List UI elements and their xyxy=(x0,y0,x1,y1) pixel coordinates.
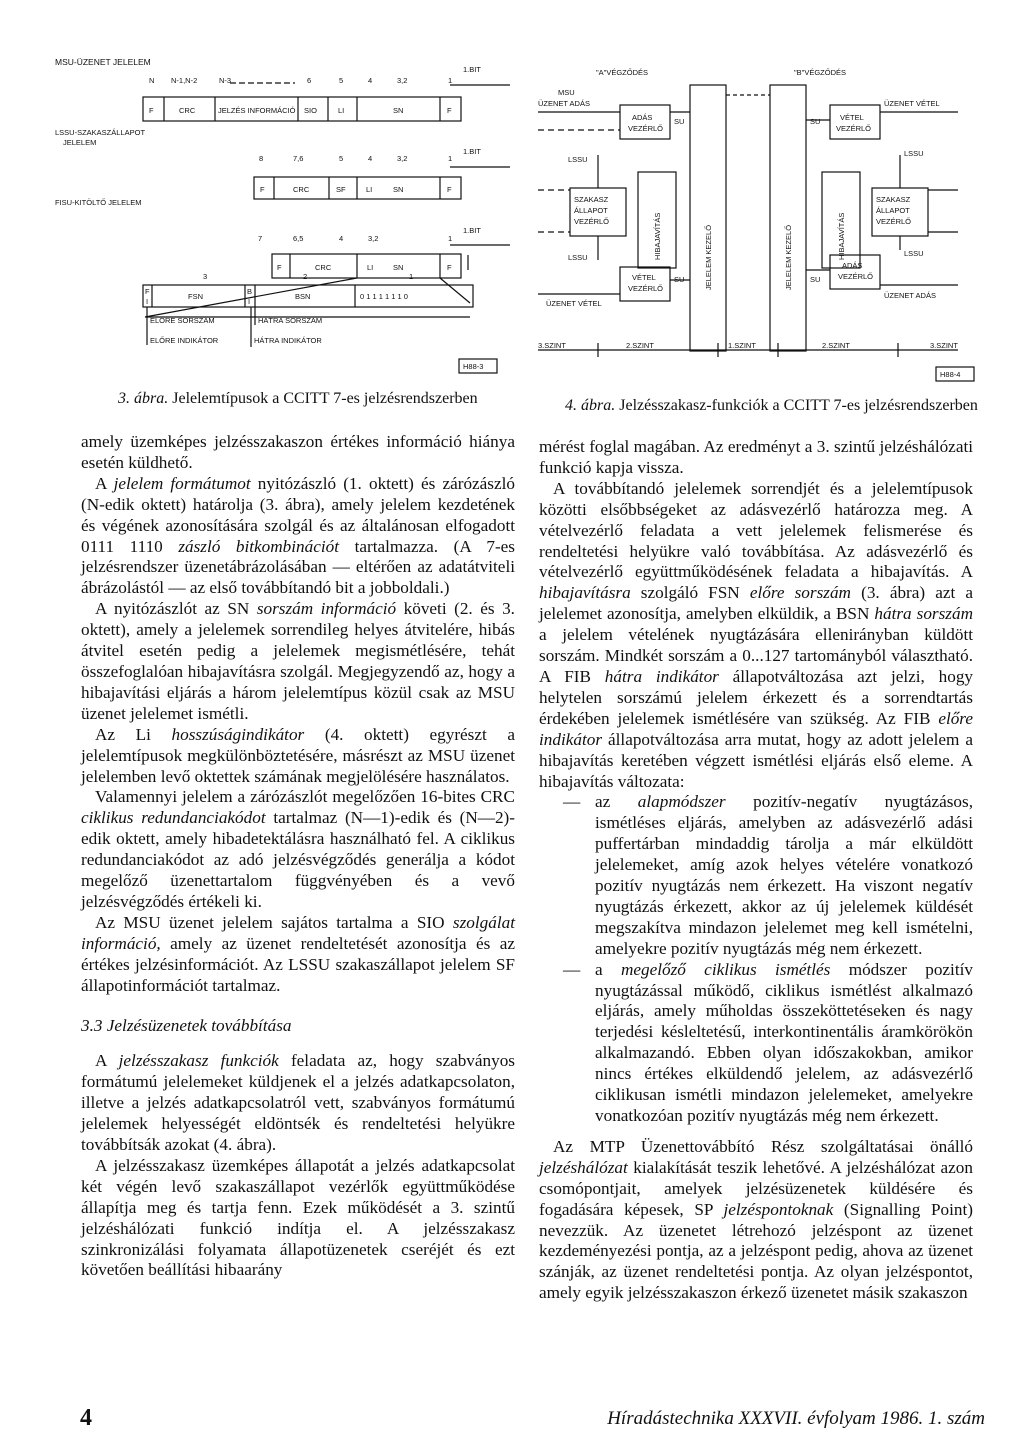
fig3-row3-index: 4 xyxy=(339,234,344,243)
fig3-detail-bits: 0 1 1 1 1 1 1 0 xyxy=(360,292,408,301)
fig3-detail-number: 3 xyxy=(203,272,208,281)
fig3-row1-index: N xyxy=(149,76,155,85)
fig4-adas-vezerlo: ADÁS xyxy=(632,113,653,122)
fig3-row2-field: F xyxy=(447,185,452,194)
fig3-detail-i: I xyxy=(248,297,251,306)
fig4-adas-vezerlo-b: ADÁS xyxy=(842,261,863,270)
fig4-szakasz: ÁLLAPOT xyxy=(574,206,608,215)
fig3-row3-field: LI xyxy=(367,263,374,272)
fig3-row2-field: SN xyxy=(393,185,404,194)
fig3-legend: HÁTRA INDIKÁTOR xyxy=(254,336,322,345)
fig3-row2-field: SF xyxy=(336,185,346,194)
fig3-row3-index: 3,2 xyxy=(368,234,379,243)
fig3-row1-field: JELZÉS INFORMÁCIÓ xyxy=(218,106,296,115)
figure-3-diagram xyxy=(55,55,510,395)
fig3-row3-index: 7 xyxy=(258,234,263,243)
fig3-row2-field: CRC xyxy=(293,185,310,194)
fig3-row3-field: SN xyxy=(393,263,404,272)
fig4-hibajavitas-b: HIBAJAVÍTÁS xyxy=(837,212,846,260)
journal-footer: Híradástechnika XXXVII. évfolyam 1986. 1. szám xyxy=(607,1408,985,1429)
fig4-jelelem-kezelo: JELELEM KEZELŐ xyxy=(704,224,713,290)
right-column xyxy=(539,437,973,1304)
fig3-detail-number: 2 xyxy=(303,272,308,281)
fig3-legend: HÁTRA SORSZÁM xyxy=(258,316,323,325)
fig4-szint: 2.SZINT xyxy=(822,341,850,350)
fig3-row1-index: N-3 xyxy=(219,76,232,85)
fig4-code: H88-4 xyxy=(940,370,961,379)
fig3-row1-index: 4 xyxy=(368,76,373,85)
fig3-row3-field: F xyxy=(277,263,282,272)
fig3-row3-field: F xyxy=(447,263,452,272)
fig4-lssu: LSSU xyxy=(904,249,924,258)
fig3-row1-index: N-1,N-2 xyxy=(171,76,198,85)
fig4-szint: 3.SZINT xyxy=(538,341,566,350)
fig3-bit-label: 1.BIT xyxy=(463,226,481,235)
fig3-row3-field: CRC xyxy=(315,263,332,272)
fig3-row1-field: CRC xyxy=(179,106,196,115)
fig3-row2-index: 1 xyxy=(448,154,453,163)
fig4-szint: 1.SZINT xyxy=(728,341,756,350)
fig4-msu: MSU xyxy=(558,88,575,97)
fig4-uzenet-vetel: ÜZENET VÉTEL xyxy=(546,299,602,308)
fig3-code: H88-3 xyxy=(463,362,484,371)
fig4-vetel-vezerlo: VÉTEL xyxy=(632,273,656,282)
paragraph: Az MSU üzenet jelelem sajátos tartalma a SIO szolgálat információ, amely az üzenet rendeltetését azonosítja és az értékes jelzésinformációt. Az LSSU szakaszállapot jelelem SF állapotinformációt tartalmaz. xyxy=(81,912,515,995)
fig4-szakasz: VEZÉRLŐ xyxy=(574,217,610,226)
paragraph: A nyitózászlót az SN sorszám információ követi (2. és 3. oktett), amely a jelelemek sorrendileg helyes átvitelére, hibás átvitel esetén pedig a jelelemek megismétlésére, tehát összefoglalóan hibajavításra szolgál. Megjegyzendő az, hogy a hibajavítási eljárás a három jelelemtípus közül csak az MSU üzenet jelelemet ismétli. xyxy=(81,599,515,723)
list-item: — az alapmódszer pozitív-negatív nyugtázásos, ismétléses eljárás, amelyben az adásvezérlő adási puffertárban mindaddig tárolja a már elküldött jelelemeket, amíg azok helyes vételére vonatkozó pozitív nyugtázás nem érkezett. Ha viszont negatív nyugtázás érkezett, akkor az új jelelemek küldését megszakítva mindazon jelelemet meg kell ismételni, amelyekre pozitív nyugtázás még nem érkezett. xyxy=(563,792,973,958)
fig3-title: MSU-ÜZENET JELELEM xyxy=(55,57,151,67)
fig4-b-end: "B"VÉGZŐDÉS xyxy=(794,68,847,77)
paragraph: amely üzemképes jelzésszakaszon értékes információ hiánya esetén küldhető. xyxy=(81,432,515,472)
caption-text: Jelelemtípusok a CCITT 7-es jelzésrendszerben xyxy=(172,390,478,407)
fig3-detail-i: I xyxy=(146,297,149,306)
figure-3-caption xyxy=(118,389,518,408)
paragraph: Az MTP Üzenettovábbító Rész szolgáltatásai önálló jelzéshálózat kialakítását teszik lehetővé. A jelzéshálózat azon csomópontjait, amelyek jelzésüzenetek küldésére és fogadására képesek, SP jelzéspontoknak (Signalling Point) nevezzük. Az üzenetet létrehozó jelzéspont az üzenet kezdeményezési pontja, az a jelzéspont pedig, ahova az üzenet szánják, az üzenet rendeltetési pontja. Az olyan jelzéspontot, amely egyik jelzésszakaszon érkező üzenetet másik szakaszon xyxy=(539,1136,973,1303)
fig4-szakasz-b: ÁLLAPOT xyxy=(876,206,910,215)
fig4-lssu: LSSU xyxy=(568,253,588,262)
fig3-row1-field: SN xyxy=(393,106,404,115)
fig3-detail-b: B xyxy=(247,287,253,296)
section-title: 3.3 Jelzésüzenetek továbbítása xyxy=(81,1016,292,1036)
fig3-lssu-label-2: JELELEM xyxy=(63,138,97,147)
fig4-adas-vezerlo: VEZÉRLŐ xyxy=(628,124,664,133)
fig3-detail-fsn: FSN xyxy=(188,292,203,301)
fig4-msu-uzenet-adas: ÜZENET ADÁS xyxy=(538,99,590,108)
fig3-lssu-label: LSSU-SZAKASZÁLLAPOT xyxy=(55,128,146,137)
fig4-hibajavitas: HIBAJAVÍTÁS xyxy=(653,212,662,260)
fig3-row2-index: 5 xyxy=(339,154,344,163)
fig3-row3-index: 6,5 xyxy=(293,234,304,243)
fig4-a-end: "A"VÉGZŐDÉS xyxy=(596,68,649,77)
fig3-row1-index: 5 xyxy=(339,76,344,85)
paragraph: Valamennyi jelelem a zárózászlót megelőzően 16-bites CRC ciklikus redundanciakódot tartalmaz (N—1)-edik és (N—2)-edik oktett, amely hibadetektálásra használható fel. A ciklikus redundanciakódot az adó jelzésvégződés generálja a kódot megelőző üzenettartalom függvényében és a vevő jelzésvégződés értékeli ki. xyxy=(81,787,515,911)
paragraph: A továbbítandó jelelemek sorrendjét és a jelelemtípusok közötti elsőbbségeket az adásvezérlő határozza meg. A vételvezérlő feladata a vett jelelemek felismerése és rendeltetési helyükre való továbbítása. Az adásvezérlő és vételvezérlő együttműködésének feladata a hibajavítás. A hibajavításra szolgáló FSN előre sorszám (3. ábra) azt a jelelemet azonosítja, amelyben elküldik, a BSN hátra sorszám a jelelem vételének nyugtázására ellenirányban küldött sorszám. Mindkét sorszám a 0...127 tartományból választható. A FIB hátra indikátor állapotváltozása azt jelzi, hogy helytelen sorszámú jelelem érkezett és a sorrendtartás érdekében jelelemek ismétlésére van szükség. Az FIB előre indikátor állapotváltozása arra mutat, hogy az adott jelelem a hibajavítás keretében végzett ismétlési eljárás első eleme. A hibajavítás változata: xyxy=(539,478,974,791)
fig3-row1-index: 3,2 xyxy=(397,76,408,85)
fig3-row2-index: 3,2 xyxy=(397,154,408,163)
fig4-adas-vezerlo-b: VEZÉRLŐ xyxy=(838,272,874,281)
fig3-legend: ELŐRE INDIKÁTOR xyxy=(150,336,219,345)
fig3-legend: ELŐRE SORSZÁM xyxy=(150,316,215,325)
figure-4-diagram xyxy=(538,60,978,390)
page-number: 4 xyxy=(80,1405,92,1431)
figure-4-caption xyxy=(565,396,1005,415)
fig4-uzenet-vetel-b: ÜZENET VÉTEL xyxy=(884,99,940,108)
fig4-vetel-vezerlo-b: VÉTEL xyxy=(840,113,864,122)
fig4-lssu: LSSU xyxy=(904,149,924,158)
fig3-bit-label: 1.BIT xyxy=(463,65,481,74)
fig4-lssu: LSSU xyxy=(568,155,588,164)
fig3-bit-label: 1.BIT xyxy=(463,147,481,156)
caption-text: Jelzésszakasz-funkciók a CCITT 7-es jelzésrendszerben xyxy=(619,397,978,414)
fig4-su: SU xyxy=(674,275,685,284)
fig3-row3-index: 1 xyxy=(448,234,453,243)
fig3-row1-field: SIO xyxy=(304,106,317,115)
fig4-uzenet-adas: ÜZENET ADÁS xyxy=(884,291,936,300)
fig3-detail-bsn: BSN xyxy=(295,292,311,301)
fig4-szint: 3.SZINT xyxy=(930,341,958,350)
fig4-szint: 2.SZINT xyxy=(626,341,654,350)
paragraph: A jelzésszakasz üzemképes állapotát a jelzés adatkapcsolat két végén levő szakaszállapot vezérlők együttműködése állapítja meg és tartja fenn. Ezek működését a 3. szintű jelzéshálózati funkció indítja el. A jelzésszakasz szinkronizálási folyamata állapotüzenetek cseréjét és ezt követően beállítási hibaarány xyxy=(81,1155,515,1280)
fig4-vetel-vezerlo-b: VEZÉRLŐ xyxy=(836,124,872,133)
fig3-fisu-label: FISU-KITÖLTŐ JELELEM xyxy=(55,198,142,207)
fig3-row1-field: LI xyxy=(338,106,345,115)
fig3-row2-index: 4 xyxy=(368,154,373,163)
list-item: — a megelőző ciklikus ismétlés módszer pozitív nyugtázással működő, ciklikus ismétlést alkalmazó eljárás, amely műholdas összeköttetéseken és nagy terjedési késleltetésű, interkontinentális áramkörökön alkalmazandó. Ebben olyan időszakokban, amikor nincs értékes elküldendő jelelem, az adásvezérlő ciklikusan ismétli mindazon jelelemeket, amelyekre vonatkozóan pozitív nyugtázás még nem érkezett. xyxy=(563,959,973,1125)
fig4-szakasz: SZAKASZ xyxy=(574,195,609,204)
fig4-szakasz-b: SZAKASZ xyxy=(876,195,911,204)
caption-number: 3. ábra. xyxy=(118,390,169,407)
caption-number: 4. ábra. xyxy=(565,397,616,414)
fig3-detail-f: F xyxy=(145,287,150,296)
paragraph: Az Li hosszúságindikátor (4. oktett) egyrészt a jelelemtípusok megkülönböztetésére, másrészt az MSU üzenet jelelemben levő oktettek számának megjelölésére használatos. xyxy=(81,724,515,786)
fig3-row1-field: F xyxy=(149,106,154,115)
fig4-su: SU xyxy=(810,117,821,126)
fig4-szakasz-b: VEZÉRLŐ xyxy=(876,217,912,226)
fig3-row1-field: F xyxy=(447,106,452,115)
fig3-row1-index: 1 xyxy=(448,76,453,85)
fig4-su: SU xyxy=(810,275,821,284)
fig4-jelelem-kezelo-b: JELELEM KEZELŐ xyxy=(784,224,793,290)
fig3-row2-index: 8 xyxy=(259,154,264,163)
paragraph: mérést foglal magában. Az eredményt a 3. szintű jelzéshálózati funkció kapja vissza. xyxy=(539,437,973,477)
fig3-row2-field: F xyxy=(260,185,265,194)
fig3-row1-index: 6 xyxy=(307,76,312,85)
fig4-vetel-vezerlo: VEZÉRLŐ xyxy=(628,284,664,293)
fig3-detail-number: 1 xyxy=(409,272,414,281)
fig3-row2-field: LI xyxy=(366,185,373,194)
left-column xyxy=(81,432,515,1281)
fig4-su: SU xyxy=(674,117,685,126)
paragraph: A jelelem formátumot nyitózászló (1. oktett) és zárózászló (N-edik oktett) határolja (3. ábra), amely jelelem kezdetének és végének azonosítására szolgál és az általánosan elfogadott 0111 1110 zászló bitkombinációt tartalmazza. (A 7-es jelzésrendszer üzenetábrázolásában — eltérően az adatátviteli ábrázolástól — az első továbbítandó bit a jobboldali.) xyxy=(81,473,515,598)
fig3-row2-index: 7,6 xyxy=(293,154,304,163)
paragraph: A jelzésszakasz funkciók feladata az, hogy szabványos formátumú jelelemeket küldjenek el a jelzés adatkapcsolaton, illetve a jelzés adatkapcsolatról vett, szabványos formátumú jelelemek helyességét eldöntsék és rendeltetési helyükre továbbítsák azokat (4. ábra). xyxy=(81,1051,515,1154)
